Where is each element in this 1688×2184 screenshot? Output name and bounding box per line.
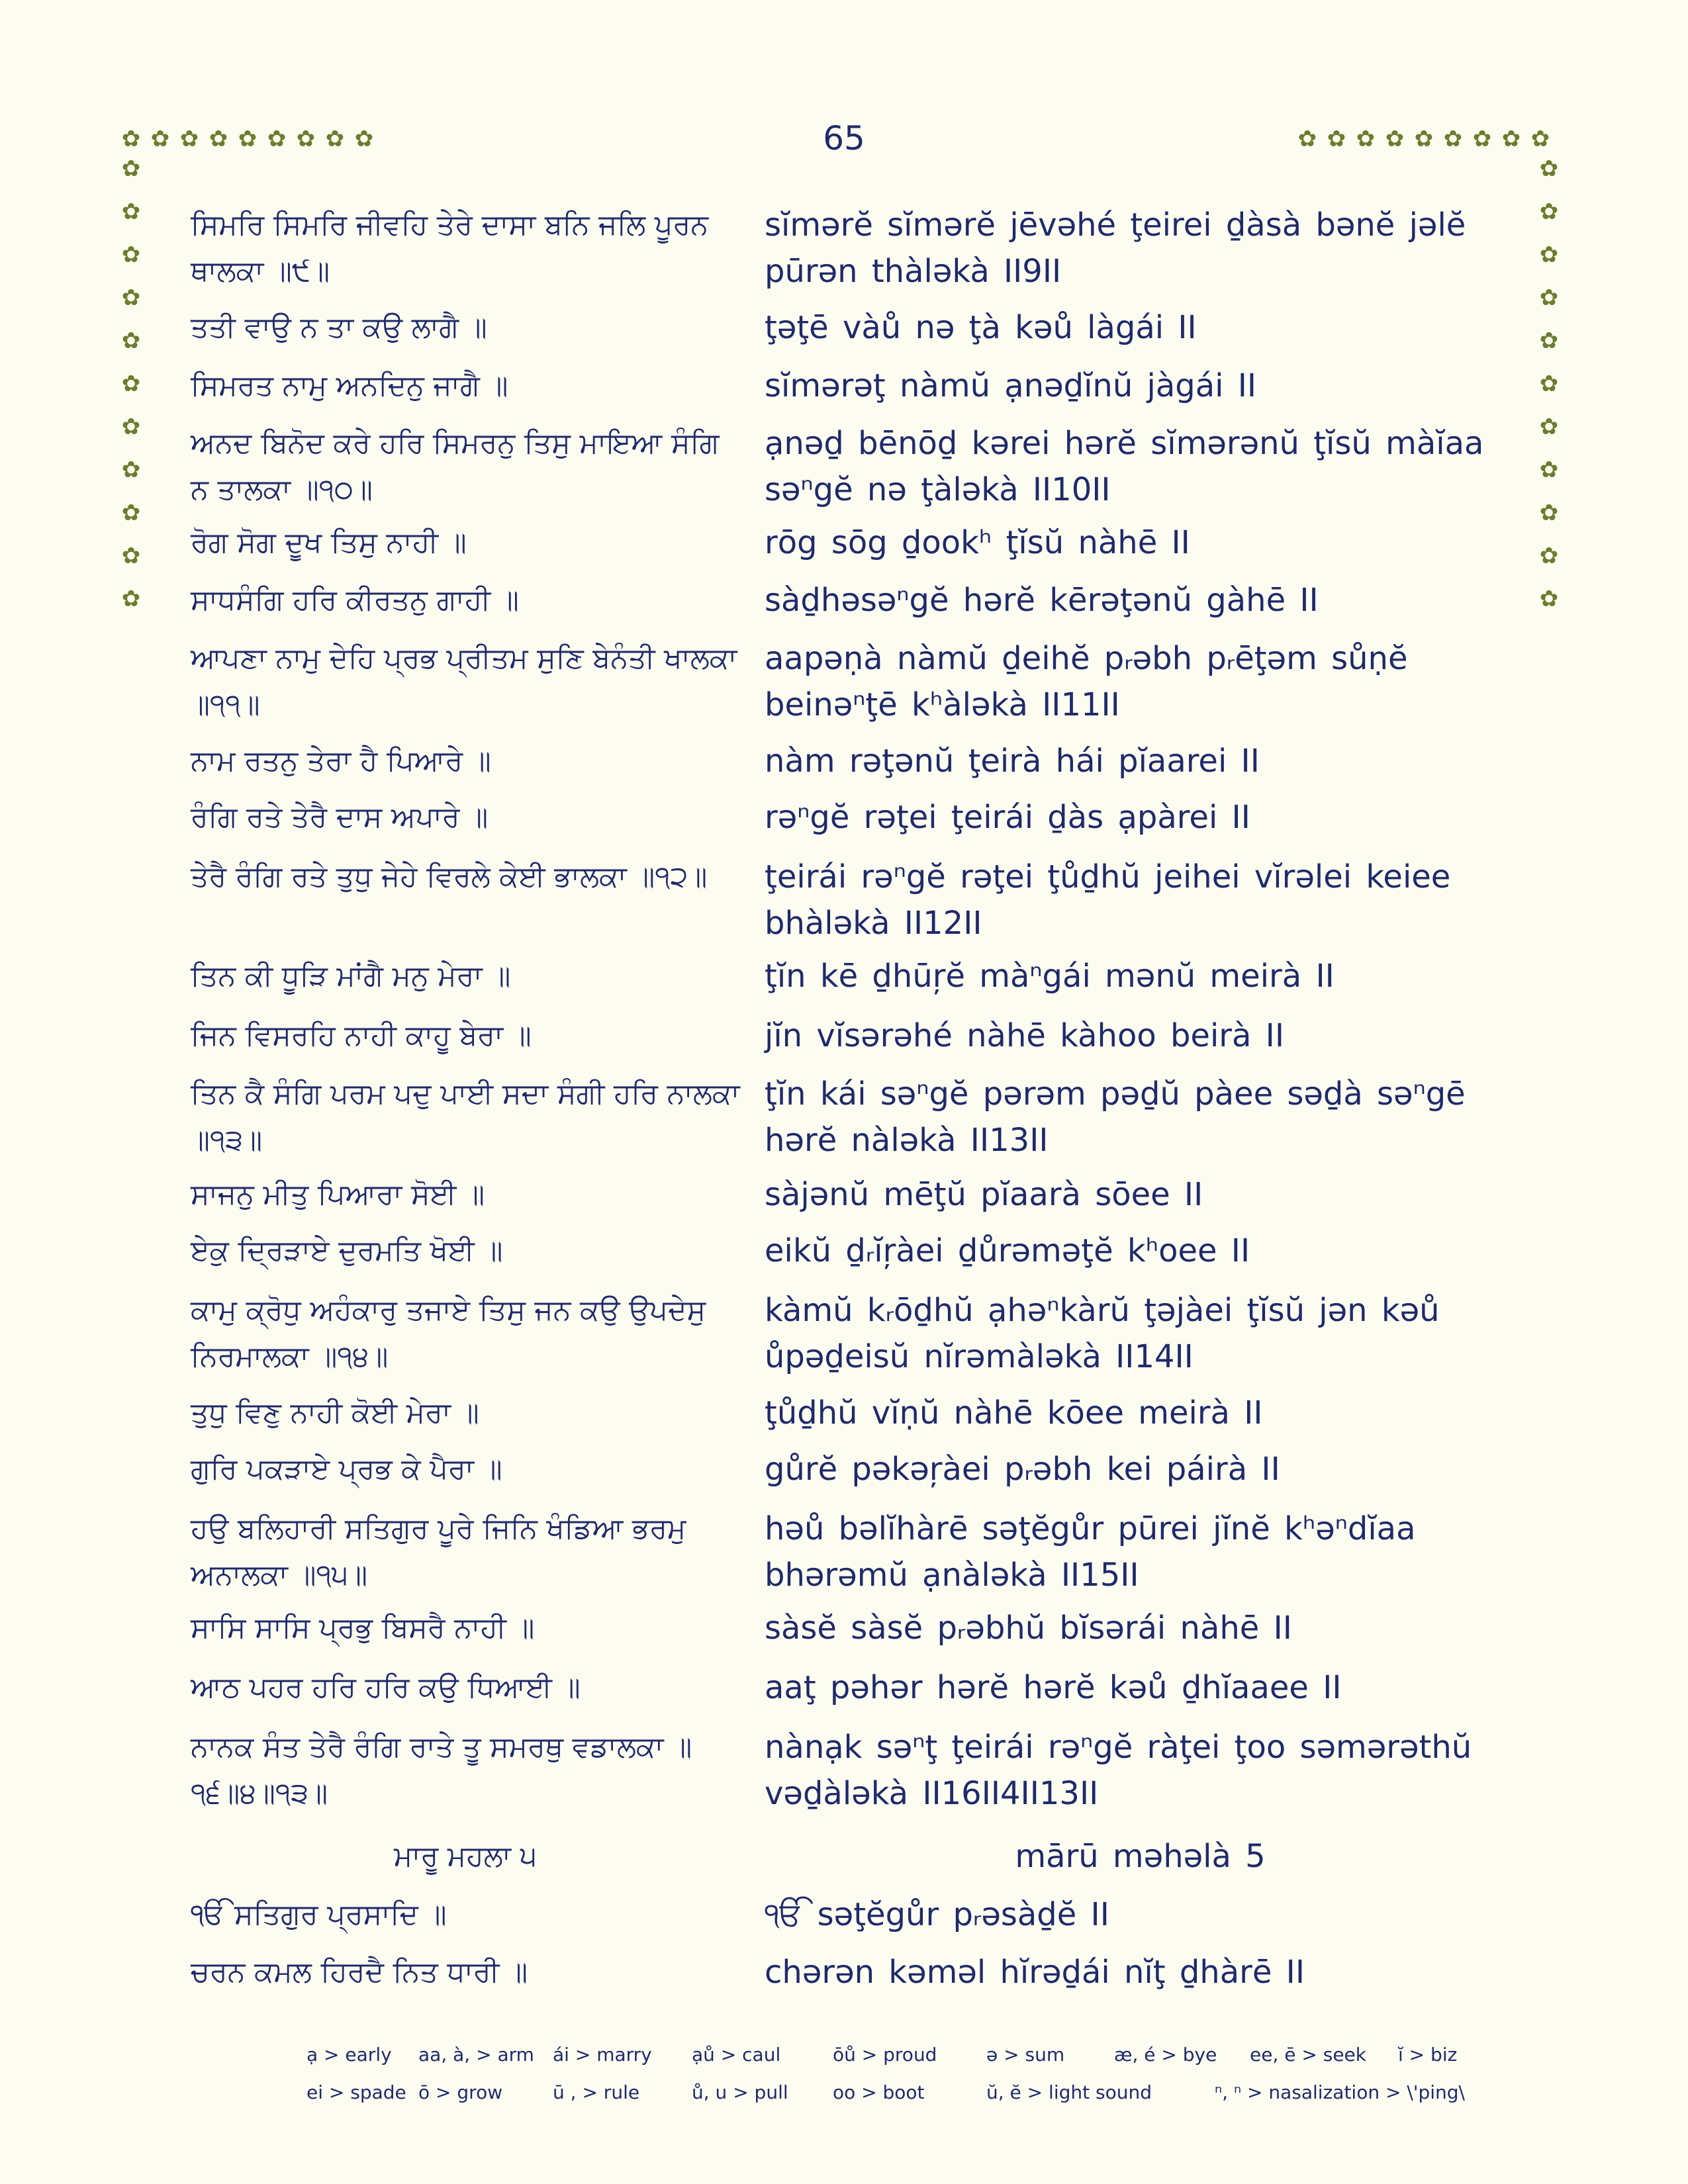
flower-icon: ✿ — [296, 126, 316, 152]
gurmukhi-text: ਜਿਨ ਵਿਸਰਹਿ ਨਾਹੀ ਕਾਹੂ ਬੇਰਾ ॥ — [191, 1019, 532, 1052]
flower-icon: ✿ — [1539, 457, 1559, 483]
flower-icon: ✿ — [325, 126, 345, 152]
transliteration-text: ţĭn kái səⁿgĕ pərəm pəḏŭ pàee səḏà səⁿgē hərĕ nàləkà II13II — [765, 1075, 1466, 1159]
flower-icon: ✿ — [121, 500, 141, 526]
gurmukhi-text: ਸਿਮਰਤ ਨਾਮੁ ਅਨਦਿਨੁ ਜਾਗੈ ॥ — [191, 369, 508, 402]
transliteration-text: aaţ pəhər hərĕ hərĕ kəů ḏhĭaaee II — [765, 1669, 1342, 1706]
gurmukhi-text: ਕਾਮੁ ਕ੍ਰੋਧੁ ਅਹੰਕਾਰੁ ਤਜਾਏ ਤਿਸੁ ਜਨ ਕਉ ਉਪਦੇਸੁ ਨਿਰਮਾਲਕਾ ॥੧੪॥ — [191, 1294, 706, 1373]
transliteration-text: kàmŭ kᵣōḏhŭ ạhəⁿkàrŭ ţəjàei ţĭsŭ jən kəů ůpəḏeisŭ nĭrəmàləkà II14II — [765, 1292, 1440, 1375]
gurmukhi-text: ਰੋਗ ਸੋਗ ਦੂਖ ਤਿਸੁ ਨਾਹੀ ॥ — [191, 526, 467, 559]
transliteration-text: sàḏhəsəⁿgĕ hərĕ kērəţənŭ gàhē II — [765, 582, 1319, 619]
legend-item: ə > sum — [986, 2044, 1065, 2066]
legend-item: ū , > rule — [553, 2081, 640, 2103]
transliteration-text: ţĭn kē ḏhūŗĕ màⁿgái mənŭ meirà II — [765, 958, 1335, 995]
flower-icon: ✿ — [121, 126, 141, 152]
legend-item: ō > grow — [418, 2081, 503, 2103]
flower-icon: ✿ — [121, 586, 141, 612]
legend-item: oo > boot — [833, 2081, 925, 2103]
gurmukhi-text: ਸਿਮਰਿ ਸਿਮਰਿ ਜੀਵਹਿ ਤੇਰੇ ਦਾਸਾ ਬਨਿ ਜਲਿ ਪੂਰਨ ਥਾਲਕਾ ॥੯॥ — [191, 208, 709, 288]
flower-icon: ✿ — [121, 543, 141, 569]
flower-icon: ✿ — [1539, 328, 1559, 354]
gurmukhi-text: ਆਠ ਪਹਰ ਹਰਿ ਹਰਿ ਕਉ ਧਿਆਈ ॥ — [191, 1671, 581, 1704]
legend-item: ạ > early — [306, 2044, 392, 2066]
gurmukhi-text: ਤਤੀ ਵਾਉ ਨ ਤਾ ਕਉ ਲਾਗੈ ॥ — [191, 311, 487, 344]
gurmukhi-text: ਤਿਨ ਕੈ ਸੰਗਿ ਪਰਮ ਪਦੁ ਪਾਈ ਸਦਾ ਸੰਗੀ ਹਰਿ ਨਾਲਕਾ ॥੧੩॥ — [191, 1077, 740, 1157]
flower-icon: ✿ — [1443, 126, 1463, 152]
legend-item: ōů > proud — [833, 2044, 937, 2066]
transliteration-text: sĭmərəţ nàmŭ ạnəḏĭnŭ jàgái II — [765, 367, 1257, 404]
transliteration-text: ੴ səţĕgůr pᵣəsàḏĕ II — [765, 1896, 1109, 1933]
transliteration-text: ţəţē vàů nə ţà kəů làgái II — [765, 309, 1197, 346]
gurmukhi-text: ਨਾਮ ਰਤਨੁ ਤੇਰਾ ਹੈ ਪਿਆਰੇ ॥ — [191, 745, 491, 778]
transliteration-text: mārū məhəlà 5 — [1015, 1838, 1266, 1875]
flower-icon: ✿ — [121, 156, 141, 182]
flower-icon: ✿ — [1530, 126, 1550, 152]
legend-item: ů, u > pull — [692, 2081, 788, 2103]
gurmukhi-text: ੴ ਸਤਿਗੁਰ ਪ੍ਰਸਾਦਿ ॥ — [191, 1898, 447, 1931]
gurmukhi-text: ਹਉ ਬਲਿਹਾਰੀ ਸਤਿਗੁਰ ਪੂਰੇ ਜਿਨਿ ਖੰਡਿਆ ਭਰਮੁ ਅਨਾਲਕਾ ॥੧੫॥ — [191, 1512, 686, 1592]
transliteration-text: rəⁿgĕ rəţei ţeirái ḏàs ạpàrei II — [765, 799, 1250, 836]
flower-icon: ✿ — [121, 371, 141, 397]
gurmukhi-text: ਸਾਸਿ ਸਾਸਿ ਪ੍ਰਭੁ ਬਿਸਰੈ ਨਾਹੀ ॥ — [191, 1612, 535, 1645]
transliteration-text: gůrĕ pəkəŗàei pᵣəbh kei páirà II — [765, 1451, 1280, 1488]
transliteration-text: nànạk səⁿţ ţeirái rəⁿgĕ ràţei ţoo səmərəthŭ vəḏàləkà II16II4II13II — [765, 1729, 1472, 1812]
legend-item: ei > spade — [306, 2081, 406, 2103]
legend-item: æ, é > bye — [1114, 2044, 1217, 2066]
legend-item: ái > marry — [553, 2044, 652, 2066]
legend-item: ee, ē > seek — [1250, 2044, 1366, 2066]
flower-icon: ✿ — [121, 242, 141, 268]
flower-icon: ✿ — [238, 126, 258, 152]
flower-icon: ✿ — [121, 285, 141, 311]
flower-icon: ✿ — [1539, 543, 1559, 569]
transliteration-text: rōg sōg ḏookʰ ţĭsŭ nàhē II — [765, 524, 1190, 561]
flower-icon: ✿ — [1539, 586, 1559, 612]
flower-icon: ✿ — [1501, 126, 1521, 152]
page-number: 65 — [823, 119, 865, 158]
flower-icon: ✿ — [1539, 285, 1559, 311]
transliteration-text: sàsĕ sàsĕ pᵣəbhŭ bĭsərái nàhē II — [765, 1610, 1292, 1647]
gurmukhi-text: ਤੇਰੈ ਰੰਗਿ ਰਤੇ ਤੁਧੁ ਜੇਹੇ ਵਿਰਲੇ ਕੇਈ ਭਾਲਕਾ ॥੧੨॥ — [191, 860, 708, 893]
gurmukhi-text: ਤੁਧੁ ਵਿਣੁ ਨਾਹੀ ਕੋਈ ਮੇਰਾ ॥ — [191, 1396, 479, 1430]
flower-icon: ✿ — [1414, 126, 1434, 152]
flower-icon: ✿ — [209, 126, 228, 152]
legend-item: ĭ > biz — [1398, 2044, 1458, 2066]
gurmukhi-text: ਸਾਜਨੁ ਮੀਤੁ ਪਿਆਰਾ ਸੋਈ ॥ — [191, 1178, 485, 1211]
flower-icon: ✿ — [1539, 199, 1559, 225]
gurmukhi-text: ਮਾਰੂ ਮਹਲਾ ੫ — [394, 1840, 537, 1873]
flower-icon: ✿ — [1539, 242, 1559, 268]
flower-icon: ✿ — [1297, 126, 1317, 152]
flower-icon: ✿ — [1327, 126, 1346, 152]
transliteration-text: aapəṇà nàmŭ ḏeihĕ pᵣəbh pᵣēţəm sůṇĕ beinəⁿţē kʰàləkà II11II — [765, 640, 1408, 723]
gurmukhi-text: ਰੰਗਿ ਰਤੇ ਤੇਰੈ ਦਾਸ ਅਪਾਰੇ ॥ — [191, 801, 489, 834]
flower-icon: ✿ — [1472, 126, 1492, 152]
flower-icon: ✿ — [121, 328, 141, 354]
transliteration-text: həů bəlĭhàrē səţĕgůr pūrei jĭnĕ kʰəⁿdĭaa bhərəmŭ ạnàləkà II15II — [765, 1510, 1416, 1594]
flower-icon: ✿ — [1539, 414, 1559, 440]
flower-icon: ✿ — [1539, 500, 1559, 526]
flower-icon: ✿ — [1385, 126, 1405, 152]
gurmukhi-text: ਏਕੁ ਦ੍ਰਿੜਾਏ ਦੁਰਮਤਿ ਖੋਈ ॥ — [191, 1234, 503, 1267]
gurmukhi-text: ਚਰਨ ਕਮਲ ਹਿਰਦੈ ਨਿਤ ਧਾਰੀ ॥ — [191, 1956, 528, 1989]
transliteration-text: chərən kəməl hĭrəḏái nĭţ ḏhàrē II — [765, 1954, 1305, 1991]
transliteration-text: nàm rəţənŭ ţeirà hái pĭaarei II — [765, 743, 1260, 780]
legend-item: ạů > caul — [692, 2044, 781, 2066]
gurmukhi-text: ਗੁਰਿ ਪਕੜਾਏ ਪ੍ਰਭ ਕੇ ਪੈਰਾ ॥ — [191, 1453, 502, 1486]
flower-icon: ✿ — [179, 126, 199, 152]
gurmukhi-text: ਆਪਣਾ ਨਾਮੁ ਦੇਹਿ ਪ੍ਰਭ ਪ੍ਰੀਤਮ ਸੁਣਿ ਬੇਨੰਤੀ ਖਾਲਕਾ ॥੧੧॥ — [191, 642, 737, 721]
flower-icon: ✿ — [1539, 371, 1559, 397]
flower-icon: ✿ — [354, 126, 374, 152]
transliteration-text: sàjənŭ mēţŭ pĭaarà sōee II — [765, 1176, 1203, 1213]
transliteration-text: eikŭ ḏᵣĭŗàei ḏůrəməţĕ kʰoee II — [765, 1232, 1250, 1269]
flower-icon: ✿ — [1356, 126, 1376, 152]
transliteration-text: sĭmərĕ sĭmərĕ jēvəhé ţeirei ḏàsà bənĕ jəlĕ pūrən thàləkà II9II — [765, 206, 1466, 290]
transliteration-text: ţeirái rəⁿgĕ rəţei ţůḏhŭ jeihei vĭrəlei keiee bhàləkà II12II — [765, 858, 1451, 942]
transliteration-text: ţůḏhŭ vĭṇŭ nàhē kōee meirà II — [765, 1394, 1263, 1432]
flower-icon: ✿ — [121, 457, 141, 483]
transliteration-text: ạnəḏ bēnōḏ kərei hərĕ sĭmərənŭ ţĭsŭ màĭaa səⁿgĕ nə ţàləkà II10II — [765, 425, 1484, 508]
gurmukhi-text: ਸਾਧਸੰਗਿ ਹਰਿ ਕੀਰਤਨੁ ਗਾਹੀ ॥ — [191, 584, 519, 617]
legend-item: aa, à, > arm — [418, 2044, 534, 2066]
flower-icon: ✿ — [121, 199, 141, 225]
gurmukhi-text: ਨਾਨਕ ਸੰਤ ਤੇਰੈ ਰੰਗਿ ਰਾਤੇ ਤੂ ਸਮਰਥੁ ਵਡਾਲਕਾ ॥੧੬॥੪॥੧੩॥ — [191, 1731, 692, 1810]
flower-icon: ✿ — [121, 414, 141, 440]
flower-icon: ✿ — [1539, 156, 1559, 182]
legend-item: ŭ, ĕ > light sound — [986, 2081, 1152, 2103]
flower-icon: ✿ — [267, 126, 287, 152]
transliteration-text: jĭn vĭsərəhé nàhē kàhoo beirà II — [765, 1017, 1284, 1054]
gurmukhi-text: ਅਨਦ ਬਿਨੋਦ ਕਰੇ ਹਰਿ ਸਿਮਰਨੁ ਤਿਸੁ ਮਾਇਆ ਸੰਗਿ ਨ ਤਾਲਕਾ ॥੧੦॥ — [191, 427, 720, 506]
flower-icon: ✿ — [150, 126, 170, 152]
gurmukhi-text: ਤਿਨ ਕੀ ਧੂੜਿ ਮਾਂਗੈ ਮਨੁ ਮੇਰਾ ॥ — [191, 960, 511, 993]
legend-item: ⁿ, ⁿ > nasalization > \'ping\ — [1215, 2081, 1465, 2103]
